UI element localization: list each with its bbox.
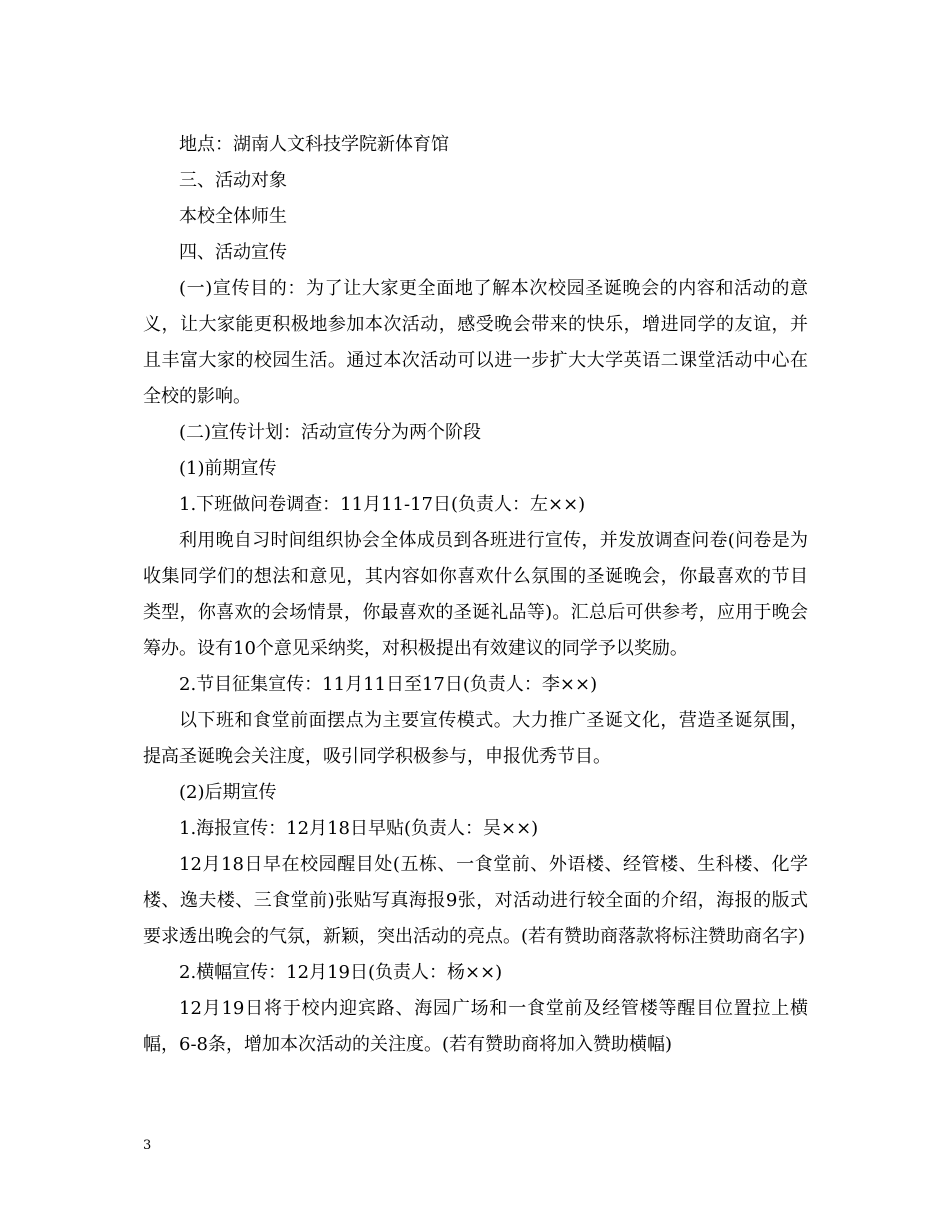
subheading-later-promotion: (2)后期宣传 xyxy=(179,782,277,803)
paragraph-target-audience: 本校全体师生 xyxy=(179,206,287,227)
heading-activity-target: 三、活动对象 xyxy=(179,170,287,191)
heading-activity-promotion: 四、活动宣传 xyxy=(179,242,287,263)
paragraph-poster-details: 12月18日早在校园醒目处(五栋、一食堂前、外语楼、经管楼、生科楼、化学楼、逸夫楼、三食堂前)张贴写真海报9张，对活动进行较全面的介绍，海报的版式要求透出晚会的气氛，新颖，突出活动的亮点。(若有赞助商落款将标注赞助商名字) xyxy=(143,854,808,947)
item-banner-promotion: 2.横幅宣传：12月19日(负责人：杨××) xyxy=(179,962,503,983)
document-body xyxy=(143,127,808,1063)
paragraph-promotion-purpose: (一)宣传目的：为了让大家更全面地了解本次校园圣诞晚会的内容和活动的意义，让大家能更积极地参加本次活动，感受晚会带来的快乐，增进同学的友谊，并且丰富大家的校园生活。通过本次活动可以进一步扩大大学英语二课堂活动中心在全校的影响。 xyxy=(143,278,808,407)
item-poster-promotion: 1.海报宣传：12月18日早贴(负责人：吴××) xyxy=(179,818,539,839)
subheading-early-promotion: (1)前期宣传 xyxy=(179,458,277,479)
item-program-collection: 2.节目征集宣传：11月11日至17日(负责人：李××) xyxy=(179,674,598,695)
item-questionnaire-survey: 1.下班做问卷调查：11月11-17日(负责人：左××) xyxy=(179,494,586,515)
paragraph-banner-details: 12月19日将于校内迎宾路、海园广场和一食堂前及经管楼等醒目位置拉上横幅，6-8条，增加本次活动的关注度。(若有赞助商将加入赞助横幅) xyxy=(143,998,808,1055)
paragraph-program-collection-details: 以下班和食堂前面摆点为主要宣传模式。大力推广圣诞文化，营造圣诞氛围，提高圣诞晚会关注度，吸引同学积极参与，申报优秀节目。 xyxy=(143,710,808,767)
paragraph-questionnaire-details: 利用晚自习时间组织协会全体成员到各班进行宣传，并发放调查问卷(问卷是为收集同学们的想法和意见，其内容如你喜欢什么氛围的圣诞晚会，你最喜欢的节目类型，你喜欢的会场情景，你最喜欢的圣诞礼品等)。汇总后可供参考，应用于晚会筹办。设有10个意见采纳奖，对积极提出有效建议的同学予以奖励。 xyxy=(143,530,808,659)
page-number: 3 xyxy=(143,1138,152,1153)
paragraph-promotion-plan: (二)宣传计划：活动宣传分为两个阶段 xyxy=(179,422,482,443)
paragraph-location: 地点：湖南人文科技学院新体育馆 xyxy=(179,134,449,155)
